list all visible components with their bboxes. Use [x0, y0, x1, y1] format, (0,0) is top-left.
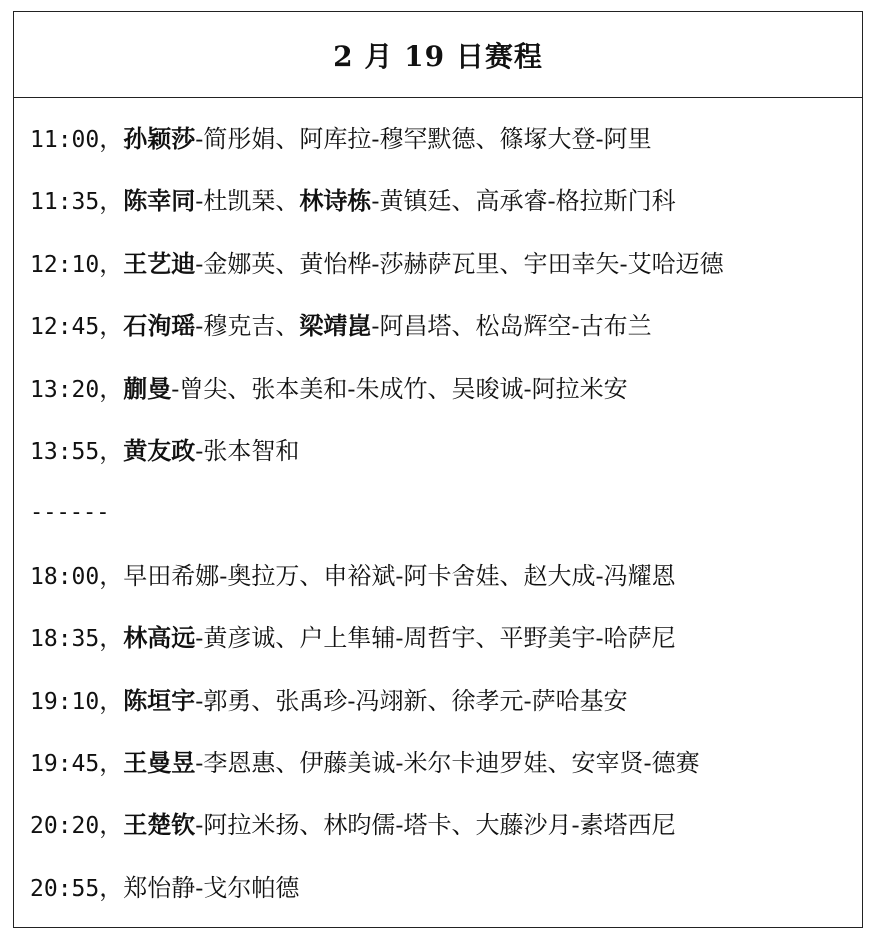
highlighted-player: 王艺迪 — [123, 248, 196, 278]
match-time: 20:55 — [30, 875, 100, 902]
schedule-row — [30, 857, 862, 919]
match-time: 13:55 — [30, 438, 100, 465]
highlighted-player: 王曼昱 — [123, 747, 196, 777]
time-separator: ， — [99, 436, 124, 465]
session-separator: ------ — [30, 500, 110, 526]
highlighted-player: 石洵瑶 — [123, 311, 196, 341]
match-pairs: -阿拉米扬、林昀儒-塔卡、大藤沙月-素塔西尼 — [195, 811, 676, 840]
time-separator: ， — [99, 873, 124, 902]
schedule-list — [30, 108, 862, 919]
schedule-row — [30, 233, 862, 295]
time-separator: ， — [99, 374, 124, 403]
schedule-row — [30, 420, 862, 482]
time-separator: ， — [99, 249, 124, 278]
schedule-row — [30, 358, 862, 420]
time-separator: ， — [99, 811, 124, 840]
highlighted-player: 林诗栋 — [299, 186, 372, 216]
match-time: 19:45 — [30, 750, 100, 777]
match-time: 13:20 — [30, 376, 100, 403]
match-pairs: 早田希娜-奥拉万、申裕斌-阿卡舍娃、赵大成-冯耀恩 — [123, 561, 676, 590]
highlighted-player: 孙颖莎 — [123, 124, 196, 153]
match-pairs: -穆克吉、 — [195, 312, 300, 341]
match-time: 11:35 — [30, 189, 100, 216]
time-separator: ， — [99, 624, 124, 653]
match-pairs: 郑怡静-戈尔帕德 — [123, 873, 300, 902]
time-separator: ， — [99, 312, 124, 341]
highlighted-player: 林高远 — [123, 623, 196, 653]
highlighted-player: 黄友政 — [123, 435, 196, 465]
schedule-row — [30, 545, 862, 607]
match-time: 20:20 — [30, 813, 100, 840]
match-pairs: -简彤娟、阿库拉-穆罕默德、篠塚大登-阿里 — [195, 125, 652, 153]
match-pairs: -郭勇、张禹珍-冯翊新、徐孝元-萨哈基安 — [195, 686, 628, 715]
time-separator: ， — [99, 748, 124, 777]
schedule-row — [30, 607, 862, 669]
time-separator: ， — [99, 187, 124, 216]
time-separator: ， — [99, 561, 124, 590]
match-pairs: -黄镇廷、高承睿-格拉斯门科 — [371, 187, 676, 216]
match-time: 18:00 — [30, 563, 100, 590]
match-pairs: -杜凯琹、 — [195, 187, 300, 216]
highlighted-player: 梁靖崑 — [299, 311, 372, 341]
highlighted-player: 王楚钦 — [123, 810, 196, 840]
match-pairs: -张本智和 — [195, 436, 300, 465]
highlighted-player: 陈垣宇 — [123, 685, 196, 715]
match-time: 12:45 — [30, 314, 100, 341]
schedule-row — [30, 170, 862, 232]
schedule-row — [30, 108, 862, 170]
match-pairs: -曾尖、张本美和-朱成竹、吴晙诚-阿拉米安 — [171, 374, 628, 403]
match-pairs: -阿昌塔、松岛辉空-古布兰 — [371, 312, 652, 341]
match-pairs: -黄彦诚、户上隼辅-周哲宇、平野美宇-哈萨尼 — [195, 624, 676, 653]
highlighted-player: 陈幸同 — [123, 186, 196, 216]
match-pairs: -金娜英、黄怡桦-莎赫萨瓦里、宇田幸矢-艾哈迈德 — [195, 249, 724, 278]
schedule-row — [30, 794, 862, 856]
time-separator: ， — [99, 686, 124, 715]
time-separator: ， — [99, 125, 124, 153]
title-row — [14, 12, 862, 98]
schedule-row — [30, 295, 862, 357]
match-time: 19:10 — [30, 688, 100, 715]
match-time: 18:35 — [30, 626, 100, 653]
match-pairs: -李恩惠、伊藤美诚-米尔卡迪罗娃、安宰贤-德赛 — [195, 748, 700, 777]
schedule-table — [13, 11, 863, 928]
schedule-row — [30, 732, 862, 794]
match-time: 11:00 — [30, 127, 100, 153]
schedule-title: 2 月 19 日赛程 — [333, 39, 543, 73]
match-time: 12:10 — [30, 251, 100, 278]
highlighted-player: 蒯曼 — [123, 373, 172, 403]
schedule-row — [30, 670, 862, 732]
